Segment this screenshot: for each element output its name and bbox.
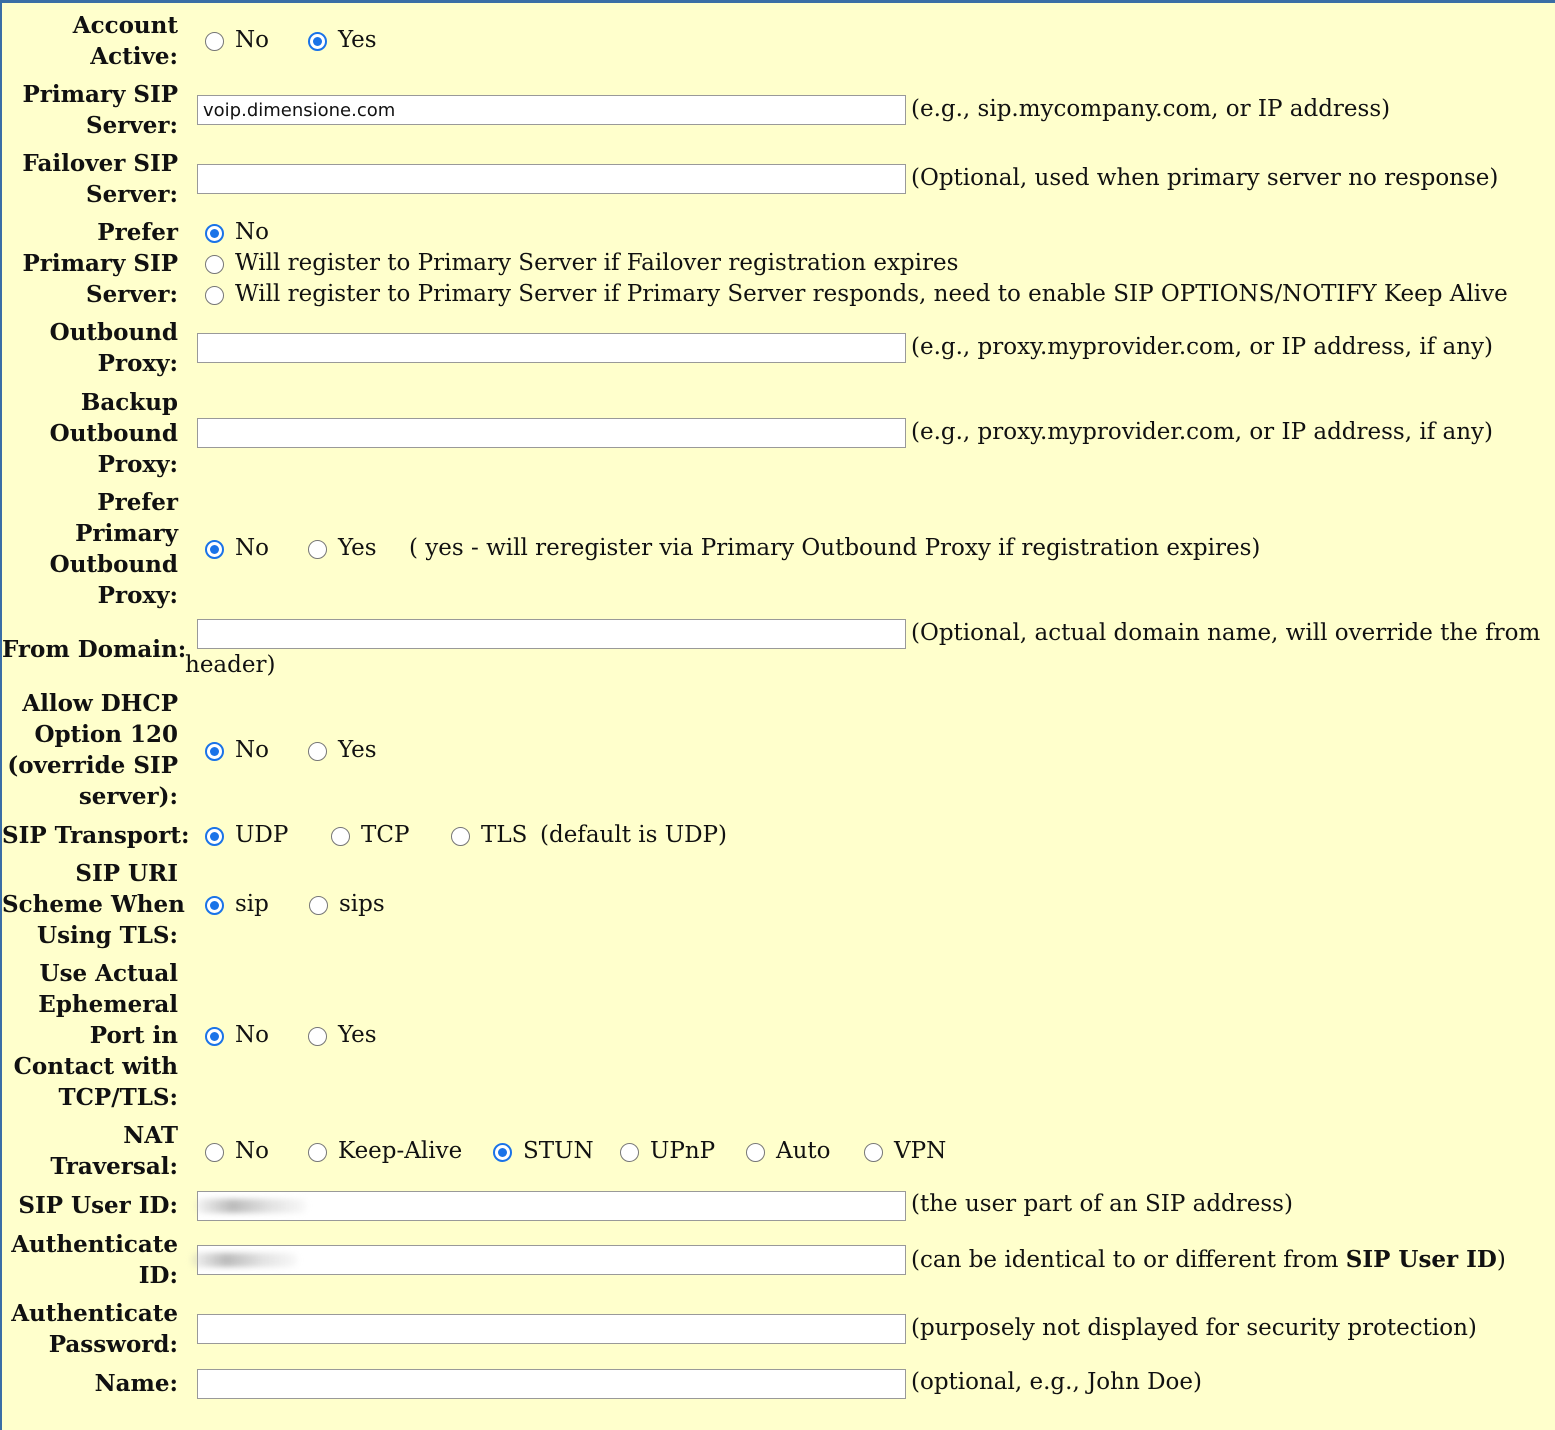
name-hint: (optional, e.g., John Doe) (911, 1369, 1202, 1395)
authenticate-id-redacted-value (190, 1253, 298, 1267)
backup-outbound-proxy-hint: (e.g., proxy.myprovider.com, or IP address, if any) (911, 419, 1494, 445)
sip-transport-label: SIP Transport: (2, 822, 190, 849)
failover-sip-server-input[interactable] (197, 164, 906, 194)
ephemeral-port-yes-label: Yes (338, 1022, 377, 1048)
sip-user-id-hint: (the user part of an SIP address) (911, 1191, 1293, 1217)
dhcp-option-120-no-label: No (235, 737, 269, 763)
prefer-primary-sip-failover-expires-radio[interactable] (205, 255, 224, 274)
outbound-proxy-hint: (e.g., proxy.myprovider.com, or IP address, if any) (911, 334, 1494, 360)
failover-sip-server-label: Failover SIP Server: (22, 150, 178, 208)
sip-uri-scheme-sips-radio[interactable] (309, 896, 328, 915)
nat-traversal-vpn-label: VPN (894, 1138, 947, 1164)
sip-transport-tls-label: TLS (481, 822, 528, 848)
account-active-no-radio[interactable] (205, 32, 224, 51)
nat-traversal-auto-label: Auto (776, 1138, 831, 1164)
backup-outbound-proxy-input[interactable] (197, 418, 906, 448)
ephemeral-port-no-radio[interactable] (205, 1027, 224, 1046)
ephemeral-port-yes-radio[interactable] (308, 1027, 327, 1046)
nat-traversal-upnp-radio[interactable] (620, 1143, 639, 1162)
dhcp-option-120-yes-radio[interactable] (308, 742, 327, 761)
nat-traversal-keep-alive-radio[interactable] (308, 1143, 327, 1162)
ephemeral-port-label: Use Actual Ephemeral Port in Contact with TCP/TLS: (13, 960, 178, 1111)
authenticate-id-label: Authenticate ID: (11, 1231, 178, 1289)
authenticate-id-input[interactable] (197, 1245, 906, 1275)
sip-transport-hint: (default is UDP) (540, 822, 727, 848)
prefer-primary-outbound-no-label: No (235, 535, 269, 561)
name-input[interactable] (197, 1369, 906, 1399)
failover-sip-server-hint: (Optional, used when primary server no response) (911, 165, 1499, 191)
ephemeral-port-no-label: No (235, 1022, 269, 1048)
sip-transport-udp-label: UDP (235, 822, 289, 848)
prefer-primary-sip-server-label: Prefer Primary SIP Server: (22, 219, 178, 308)
from-domain-hint: (Optional, actual domain name, will override the from (911, 620, 1541, 646)
dhcp-option-120-label: Allow DHCP Option 120 (override SIP server): (7, 690, 178, 810)
sip-uri-scheme-label: SIP URI Scheme When Using TLS: (2, 860, 185, 949)
authenticate-password-hint: (purposely not displayed for security protection) (911, 1315, 1477, 1341)
authenticate-id-hint: (can be identical to or different from SIP User ID) (911, 1246, 1506, 1273)
dhcp-option-120-yes-label: Yes (338, 737, 377, 763)
primary-sip-server-hint: (e.g., sip.mycompany.com, or IP address) (911, 96, 1391, 122)
authenticate-password-input[interactable] (197, 1314, 906, 1344)
sip-user-id-redacted-value (195, 1199, 307, 1213)
sip-transport-udp-radio[interactable] (205, 827, 224, 846)
sip-uri-scheme-sips-label: sips (339, 891, 385, 917)
prefer-primary-outbound-yes-label: Yes (338, 535, 377, 561)
dhcp-option-120-no-radio[interactable] (205, 742, 224, 761)
prefer-primary-outbound-no-radio[interactable] (205, 540, 224, 559)
from-domain-hint-continued: header) (185, 652, 276, 678)
nat-traversal-no-label: No (235, 1138, 269, 1164)
account-active-yes-radio[interactable] (308, 32, 327, 51)
sip-transport-tcp-label: TCP (361, 822, 410, 848)
name-label: Name: (94, 1370, 178, 1397)
account-active-label: Account Active: (72, 12, 178, 70)
backup-outbound-proxy-label: Backup Outbound Proxy: (49, 389, 178, 478)
sip-user-id-label: SIP User ID: (18, 1192, 178, 1219)
outbound-proxy-label: Outbound Proxy: (49, 319, 178, 377)
outbound-proxy-input[interactable] (197, 333, 906, 363)
authenticate-password-label: Authenticate Password: (11, 1300, 178, 1358)
account-active-no-label: No (235, 27, 269, 53)
from-domain-label: From Domain: (2, 636, 187, 663)
nat-traversal-auto-radio[interactable] (746, 1143, 765, 1162)
nat-traversal-no-radio[interactable] (205, 1143, 224, 1162)
account-active-yes-label: Yes (338, 27, 377, 53)
from-domain-input[interactable] (197, 619, 906, 649)
nat-traversal-stun-radio[interactable] (493, 1143, 512, 1162)
prefer-primary-outbound-proxy-label: Prefer Primary Outbound Proxy: (49, 489, 178, 609)
prefer-primary-outbound-hint: ( yes - will reregister via Primary Outbound Proxy if registration expires) (409, 535, 1261, 561)
primary-sip-server-label: Primary SIP Server: (22, 81, 178, 139)
prefer-primary-sip-no-label: No (235, 219, 269, 245)
prefer-primary-sip-primary-responds-label: Will register to Primary Server if Primary Server responds, need to enable SIP OPTIONS/NOTIFY Keep Alive (235, 281, 1508, 307)
sip-uri-scheme-sip-label: sip (235, 891, 269, 917)
nat-traversal-upnp-label: UPnP (650, 1138, 716, 1164)
nat-traversal-label: NAT Traversal: (50, 1122, 178, 1180)
prefer-primary-outbound-yes-radio[interactable] (308, 540, 327, 559)
nat-traversal-stun-label: STUN (523, 1138, 594, 1164)
sip-uri-scheme-sip-radio[interactable] (205, 896, 224, 915)
sip-transport-tls-radio[interactable] (451, 827, 470, 846)
primary-sip-server-input[interactable] (197, 95, 906, 125)
nat-traversal-vpn-radio[interactable] (864, 1143, 883, 1162)
nat-traversal-keep-alive-label: Keep-Alive (338, 1138, 463, 1164)
prefer-primary-sip-failover-expires-label: Will register to Primary Server if Failover registration expires (235, 250, 959, 276)
prefer-primary-sip-no-radio[interactable] (205, 224, 224, 243)
sip-transport-tcp-radio[interactable] (331, 827, 350, 846)
prefer-primary-sip-primary-responds-radio[interactable] (205, 286, 224, 305)
